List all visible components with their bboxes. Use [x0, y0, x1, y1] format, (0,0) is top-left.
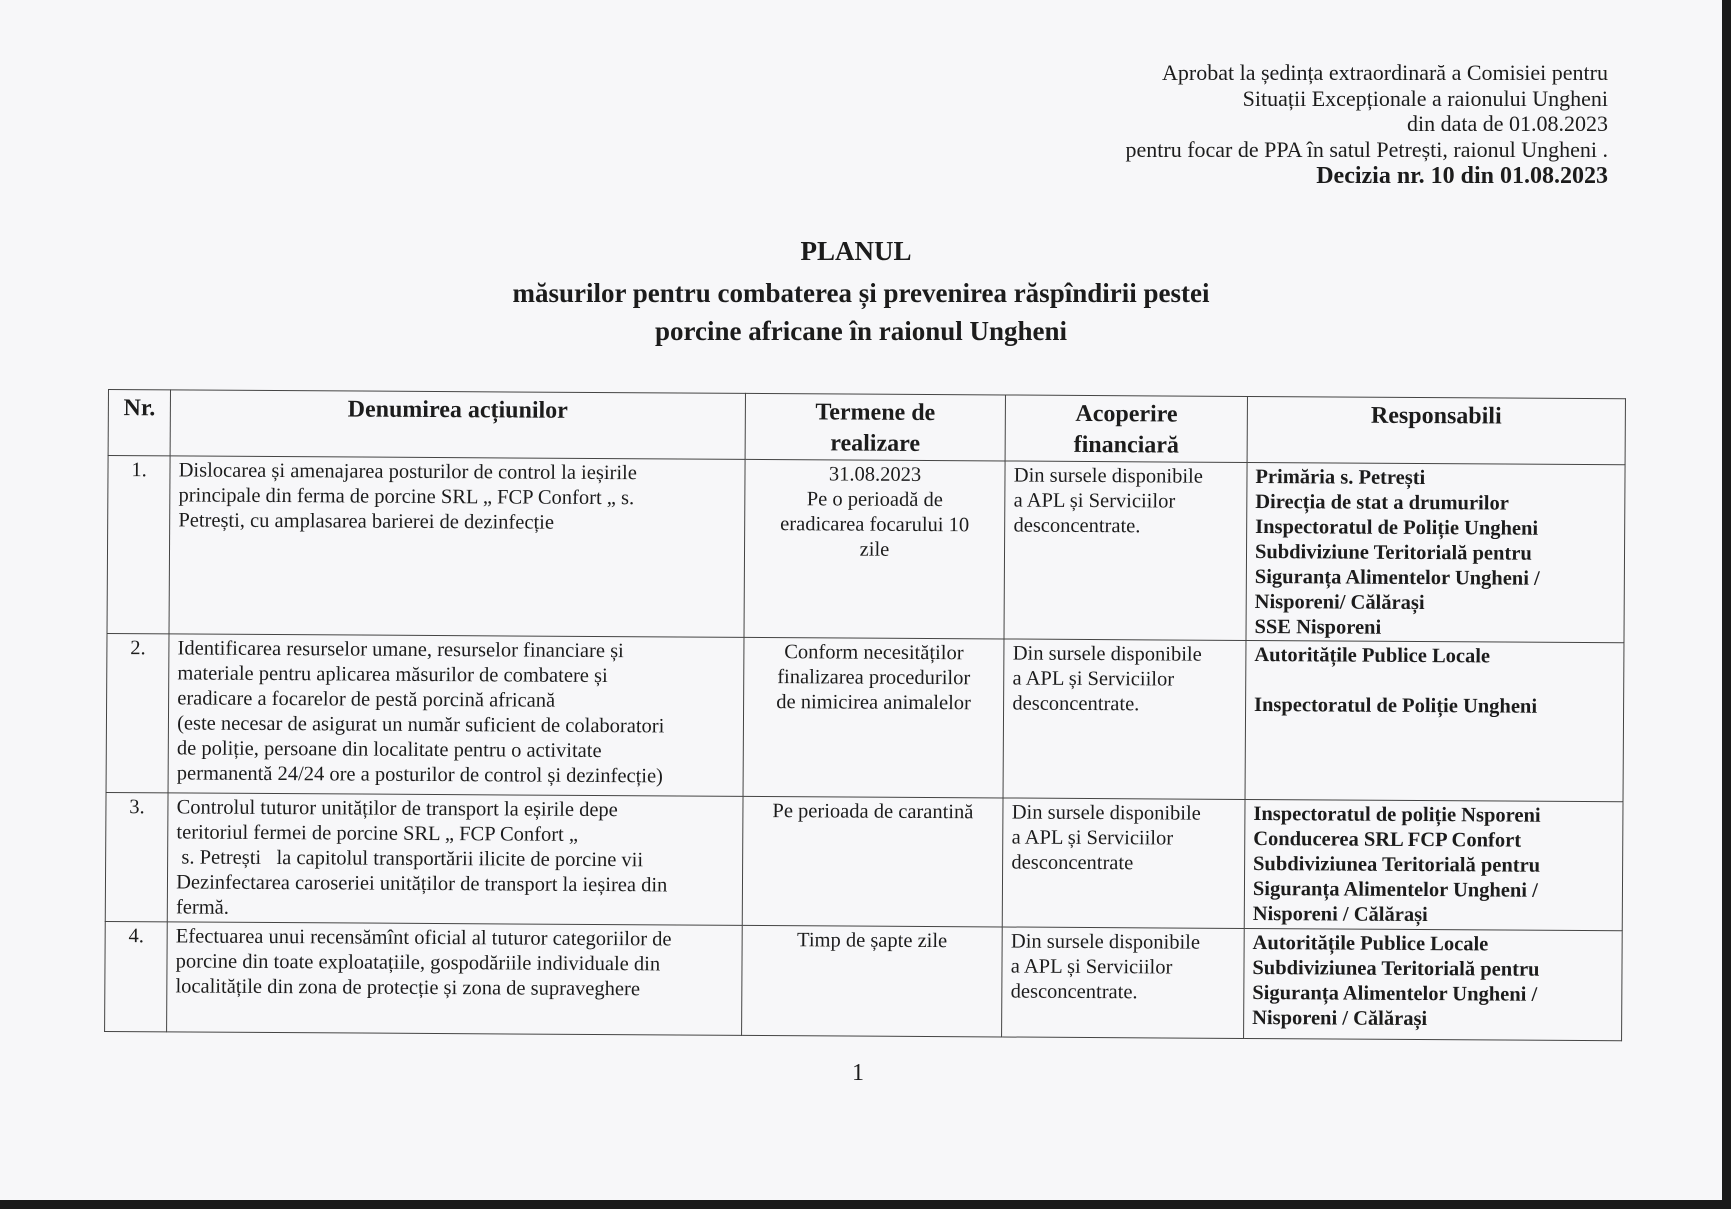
cell-nr: 4. — [105, 921, 168, 1031]
cell-line: Pe perioada de carantină — [772, 800, 974, 824]
cell-line: teritoriul fermei de porcine SRL „ FCP Confort „ — [176, 821, 579, 846]
cell-line: materiale pentru aplicarea măsurilor de combatere și — [177, 662, 608, 688]
cell-funding — [1002, 927, 1244, 1038]
cell-line: Pe o perioadă de — [806, 488, 943, 512]
cell-line: desconcentrate. — [1013, 514, 1141, 538]
cell-funding — [1003, 798, 1245, 928]
cell-deadline — [744, 459, 1006, 639]
cell-nr: 2. — [106, 633, 169, 792]
cell-nr: 3. — [105, 792, 168, 921]
cell-line: Siguranța Alimentelor Ungheni / — [1254, 566, 1540, 590]
cell-responsible — [1244, 799, 1623, 930]
cell-line: Conform necesităților — [784, 641, 964, 665]
cell-spacer — [1254, 668, 1615, 695]
cell-line: Dezinfectarea caroseriei unităților de transport la ieșirea din — [176, 871, 668, 897]
cell-line: a APL și Serviciilor — [1013, 489, 1176, 513]
approval-line: Aprobat la ședința extraordinară a Comisiei pentru — [1162, 60, 1608, 85]
cell-line: Inspectoratul de Poliție Ungheni — [1255, 516, 1539, 540]
header-funding-line: Acoperire — [1075, 400, 1178, 428]
measures-table — [104, 389, 1626, 1041]
cell-line: permanentă 24/24 ore a posturilor de control și dezinfecție) — [176, 762, 663, 788]
cell-line: Nisporeni / Călărași — [1252, 1007, 1428, 1031]
cell-line: Efectuarea unui recensămînt oficial al tuturor categoriilor de — [175, 925, 672, 951]
cell-line: Inspectoratul de poliție Nsporeni — [1253, 803, 1541, 827]
approval-line: din data de 01.08.2023 — [1406, 111, 1608, 136]
title-line-3: porcine africane în raionul Ungheni — [654, 316, 1068, 346]
cell-line: Primăria s. Petrești — [1255, 466, 1426, 490]
cell-actions — [168, 634, 743, 797]
cell-line: eradicarea focarului 10 — [780, 513, 970, 537]
cell-actions — [167, 922, 742, 1036]
cell-deadline — [742, 796, 1003, 927]
header-deadline — [745, 393, 1006, 461]
cell-line: Nisporeni / Călărași — [1252, 903, 1428, 927]
cell-line: Siguranța Alimentelor Ungheni / — [1252, 878, 1538, 902]
cell-responsible — [1245, 640, 1624, 801]
cell-responsible — [1246, 462, 1625, 642]
cell-line: eradicare a focarelor de pestă porcină africană — [177, 687, 556, 712]
cell-line: Inspectoratul de Poliție Ungheni — [1253, 694, 1538, 718]
cell-line: Subdiviziunea Teritorială pentru — [1252, 957, 1540, 981]
cell-actions — [169, 456, 745, 638]
cell-line: de nimicirea animalelor — [776, 691, 971, 715]
cell-line: Din sursele disponibile — [1013, 464, 1203, 488]
cell-line: principale din ferma de porcine SRL „ FCP Confort „ s. — [178, 484, 635, 510]
cell-line: Subdiviziune Teritorială pentru — [1254, 541, 1532, 565]
header-responsible: Responsabili — [1247, 396, 1625, 464]
cell-nr: 1. — [107, 456, 170, 634]
approval-block — [1125, 60, 1608, 190]
cell-funding — [1003, 639, 1246, 799]
title-line-2: măsurilor pentru combaterea și prevenirea răspîndirii pestei — [512, 278, 1210, 308]
cell-line: Timp de șapte zile — [797, 929, 948, 953]
cell-line: Subdiviziunea Teritorială pentru — [1253, 853, 1541, 877]
cell-line: Din sursele disponibile — [1011, 801, 1201, 825]
cell-line: Dislocarea și amenajarea posturilor de control la ieșirile — [178, 459, 637, 485]
header-deadline-line: Termene de — [815, 399, 936, 427]
cell-line: Controlul tuturor unităților de transport la eșirile depe — [176, 796, 618, 822]
cell-line: a APL și Serviciilor — [1011, 826, 1174, 850]
cell-line: Siguranța Alimentelor Ungheni / — [1252, 982, 1538, 1006]
cell-line: Din sursele disponibile — [1012, 642, 1202, 666]
decision-number: Decizia nr. 10 din 01.08.2023 — [1316, 163, 1608, 189]
cell-deadline — [741, 925, 1002, 1037]
cell-line: desconcentrate. — [1012, 692, 1140, 716]
cell-line: desconcentrate. — [1010, 980, 1138, 1004]
header-nr: Nr. — [108, 390, 171, 456]
cell-actions — [167, 793, 742, 926]
cell-line: s. Petrești la capitolul transportării ilicite de porcine vii — [176, 846, 644, 872]
cell-line: 31.08.2023 — [828, 463, 922, 486]
table-row — [105, 792, 1623, 930]
cell-line: a APL și Serviciilor — [1010, 955, 1173, 979]
header-funding — [1005, 395, 1247, 462]
page-number: 1 — [852, 1060, 864, 1086]
cell-line: Din sursele disponibile — [1010, 930, 1201, 954]
cell-line: de poliție, persoane din localitate pentru o activitate — [176, 737, 602, 763]
document-title — [0, 232, 1722, 350]
header-actions: Denumirea acțiunilor — [170, 390, 745, 460]
cell-line: finalizarea procedurilor — [777, 666, 971, 690]
approval-line: pentru focar de PPA în satul Petrești, raionul Ungheni . — [1125, 136, 1608, 162]
header-deadline-line: realizare — [830, 430, 921, 457]
cell-deadline — [743, 637, 1005, 798]
cell-line: desconcentrate — [1011, 851, 1134, 875]
cell-responsible — [1244, 928, 1623, 1040]
table-row — [105, 921, 1623, 1040]
cell-line: (este necesar de asigurat un număr suficient de colaboratori — [177, 712, 665, 738]
cell-line: Autoritățile Publice Locale — [1254, 644, 1491, 668]
cell-line: zile — [859, 538, 890, 561]
table-row — [106, 633, 1624, 801]
approval-line: Situații Excepționale a raionului Ungheni — [1242, 85, 1608, 111]
cell-line: Petrești, cu amplasarea barierei de dezinfecție — [178, 509, 555, 534]
cell-line: a APL și Serviciilor — [1012, 667, 1175, 691]
cell-line: SSE Nisporeni — [1254, 616, 1382, 639]
cell-line: Identificarea resurselor umane, resurselor financiare și — [177, 637, 624, 663]
cell-line: fermă. — [175, 896, 229, 919]
cell-funding — [1004, 461, 1247, 640]
cell-line: porcine din toate exploatațiile, gospodăriile individuale din — [175, 950, 661, 976]
header-funding-line: financiară — [1073, 431, 1180, 459]
cell-line: Autoritățile Publice Locale — [1252, 932, 1489, 956]
cell-line: Conducerea SRL FCP Confort — [1253, 828, 1522, 852]
cell-line: localitățile din zona de protecție și zona de supraveghere — [175, 975, 641, 1001]
title-line-1: PLANUL — [800, 236, 912, 266]
table-header-row — [108, 390, 1625, 465]
table-row — [107, 456, 1625, 643]
cell-line: Direcția de stat a drumurilor — [1255, 491, 1509, 515]
cell-line: Nisporeni/ Călărași — [1254, 591, 1425, 615]
